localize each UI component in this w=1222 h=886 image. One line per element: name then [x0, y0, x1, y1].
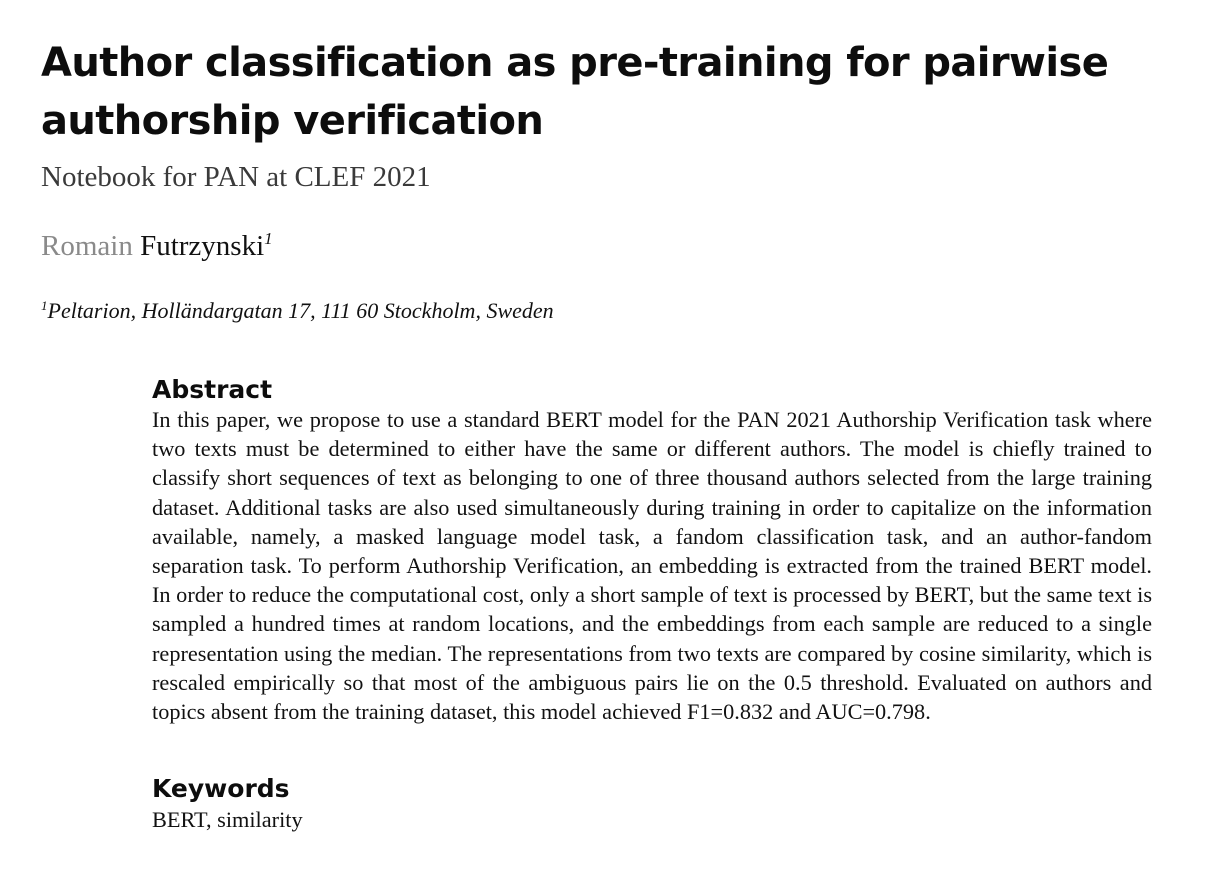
author-affiliation-mark: 1 [264, 229, 273, 248]
abstract-heading: Abstract [152, 375, 273, 404]
affiliation-line [41, 296, 554, 326]
paper-title: Author classification as pre-training for pairwise authorship verification [41, 40, 1109, 144]
paper-subtitle: Notebook for PAN at CLEF 2021 [41, 161, 431, 193]
abstract-text: In this paper, we propose to use a standard BERT model for the PAN 2021 Authorship Verification task where two texts must be determined to either have the same or different authors. The model is chiefly trained to classify short sequences of text as belonging to one of three thousand authors selected from the large training dataset. Additional tasks are also used simultaneously during training in order to capitalize on the information available, namely, a masked language model task, a fandom classification task, and an author-fandom separation task. To perform Authorship Verification, an embedding is extracted from the trained BERT model. In order to reduce the computational cost, only a short sample of text is processed by BERT, but the same text is sampled a hundred times at random locations, and the embeddings from each sample are reduced to a single representation using the median. The representations from two texts are compared by cosine similarity, which is rescaled empirically so that most of the ambiguous pairs lie on the 0.5 threshold. Evaluated on authors and topics absent from the training dataset, this model achieved F1=0.832 and AUC=0.798. [152, 407, 1152, 725]
author-family-name: Futrzynski [140, 230, 265, 262]
keywords-text: BERT, similarity [152, 807, 303, 832]
affiliation-mark: 1 [41, 298, 48, 313]
author-line [41, 227, 273, 265]
keywords-heading: Keywords [152, 774, 290, 803]
affiliation-text: Peltarion, Holländargatan 17, 111 60 Stockholm, Sweden [47, 298, 554, 323]
author-given-name: Romain [41, 230, 133, 262]
